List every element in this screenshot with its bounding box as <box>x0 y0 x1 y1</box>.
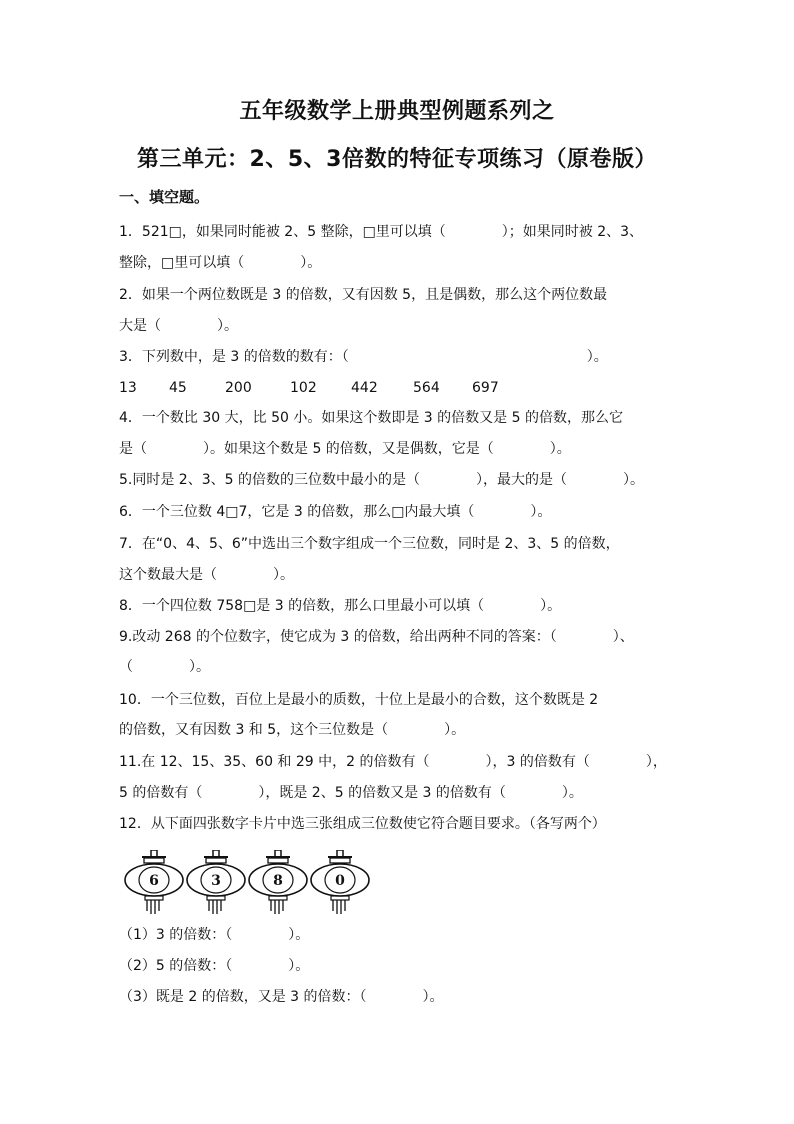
question-4-line-2: 是（ ）。如果这个数是 5 的倍数，又是偶数，它是（ ）。 <box>119 441 571 457</box>
question-9-line-2: （ ）。 <box>119 659 210 675</box>
question-11-line-1: 11.在 12、15、35、60 和 29 中，2 的倍数有（ ），3 的倍数有（ ）， <box>119 754 667 770</box>
title-line-2: 第三单元：2、5、3倍数的特征专项练习（原卷版） <box>137 147 657 172</box>
question-12-line: 12．从下面四张数字卡片中选三张组成三位数使它符合题目要求。（各写两个） <box>119 816 606 832</box>
number-item: 697 <box>472 380 499 396</box>
question-1-line-1: 1．521□，如果同时能被 2、5 整除，□里可以填（ ）；如果同时被 2、3、 <box>119 224 644 240</box>
question-8-line: 8．一个四位数 758□是 3 的倍数，那么口里最小可以填（ ）。 <box>119 598 562 614</box>
number-item: 200 <box>225 380 252 396</box>
card-digit: 3 <box>211 873 221 889</box>
digit-cards <box>119 850 389 918</box>
lantern-card-icon <box>247 850 309 918</box>
lantern-card-icon <box>185 850 247 918</box>
question-9-line-1: 9.改动 268 的个位数字，使它成为 3 的倍数，给出两种不同的答案：（ ）、 <box>119 629 634 645</box>
lantern-card-icon <box>309 850 371 918</box>
number-item: 564 <box>413 380 440 396</box>
card-digit: 8 <box>273 873 283 889</box>
number-item: 102 <box>290 380 317 396</box>
question-2-line-1: 2．如果一个两位数既是 3 的倍数，又有因数 5，且是偶数，那么这个两位数最 <box>119 287 608 303</box>
question-1-line-2: 整除，□里可以填（ ）。 <box>119 255 322 271</box>
number-item: 45 <box>169 380 187 396</box>
number-item: 13 <box>119 380 137 396</box>
question-7-line-1: 7．在“0、4、5、6”中选出三个数字组成一个三位数，同时是 2、3、5 的倍数， <box>119 536 620 552</box>
question-10-line-1: 10．一个三位数，百位上是最小的质数，十位上是最小的合数，这个数既是 2 <box>119 692 599 708</box>
lantern-card-icon <box>123 850 185 918</box>
question-5-line: 5.同时是 2、3、5 的倍数的三位数中最小的是（ ），最大的是（ ）。 <box>119 472 644 488</box>
question-3-line: 3．下列数中，是 3 的倍数的数有：（ ）。 <box>119 349 608 365</box>
section-heading: 一、填空题。 <box>119 188 210 206</box>
number-list <box>119 378 499 398</box>
number-item: 442 <box>351 380 378 396</box>
title-line-1: 五年级数学上册典型例题系列之 <box>239 99 555 124</box>
question-7-line-2: 这个数最大是（ ）。 <box>119 567 294 583</box>
question-11-line-2: 5 的倍数有（ ），既是 2、5 的倍数又是 3 的倍数有（ ）。 <box>119 785 583 801</box>
question-4-line-1: 4．一个数比 30 大，比 50 小。如果这个数即是 3 的倍数又是 5 的倍数，那么它 <box>119 410 623 426</box>
card-digit: 0 <box>335 873 345 889</box>
question-10-line-2: 的倍数，又有因数 3 和 5，这个三位数是（ ）。 <box>119 722 466 738</box>
card-digit: 6 <box>149 873 159 889</box>
question-2-line-2: 大是（ ）。 <box>119 318 238 334</box>
question-6-line: 6．一个三位数 4□7，它是 3 的倍数，那么□内最大填（ ）。 <box>119 504 552 520</box>
question-12-part-2: （2）5 的倍数：（ ）。 <box>119 958 310 974</box>
question-12-part-3: （3）既是 2 的倍数，又是 3 的倍数：（ ）。 <box>119 989 444 1005</box>
question-12-part-1: （1）3 的倍数：（ ）。 <box>119 927 310 943</box>
